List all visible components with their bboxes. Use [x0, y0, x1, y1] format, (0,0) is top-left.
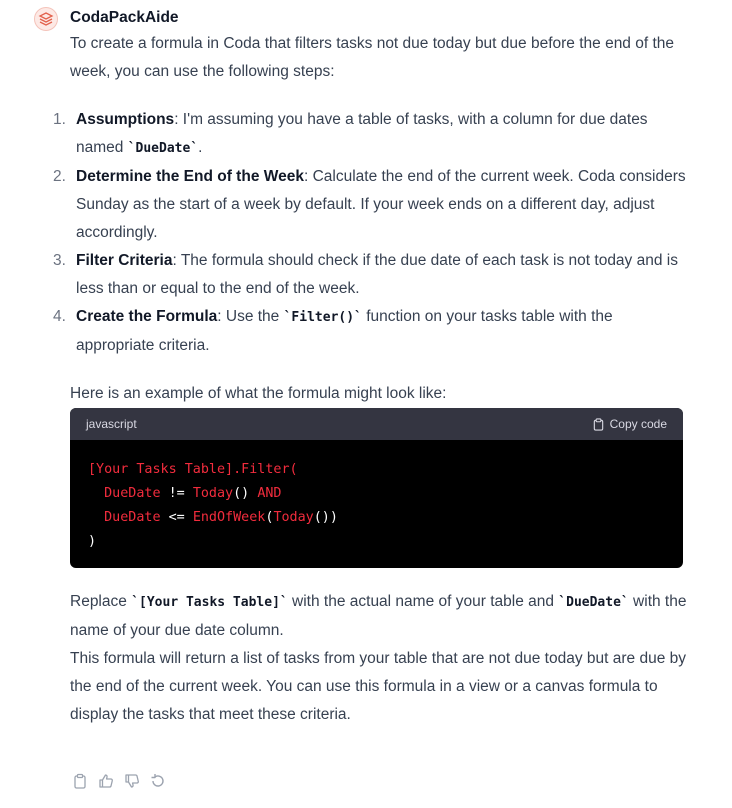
- paragraph-text: with the actual name of your table and: [287, 593, 559, 610]
- code-line: [88, 530, 665, 554]
- code-token: Today: [273, 510, 314, 525]
- paragraph-text: with the name of your due date column.: [70, 593, 687, 639]
- code-token: [Your Tasks Table]: [88, 462, 234, 477]
- layers-icon: [38, 11, 54, 27]
- copy-code-button[interactable]: [592, 410, 667, 438]
- intro-text: To create a formula in Coda that filters tasks not due today but due before the end of the week, you can use the following steps:: [70, 35, 675, 80]
- code-line: [88, 506, 665, 530]
- code-block: [70, 408, 683, 568]
- step-text: : Calculate the end of the current week. Coda considers Sunday as the start of a week by default. If your week ends on a different day, adjust accordingly.: [76, 168, 686, 241]
- list-item: [53, 303, 690, 360]
- step-title: Filter Criteria: [76, 252, 173, 269]
- paragraph-text: Replace: [70, 593, 132, 610]
- sender-name: CodaPackAide: [70, 9, 179, 26]
- code-token: !=: [160, 486, 193, 501]
- list-number: 4.: [53, 308, 66, 325]
- code-token: AND: [257, 486, 282, 501]
- example-intro: Here is an example of what the formula might look like:: [70, 385, 447, 402]
- inline-code: `[Your Tasks Table]`: [131, 595, 288, 610]
- code-token: DueDate: [88, 510, 161, 525]
- code-line: [88, 458, 665, 482]
- code-token: <=: [160, 510, 193, 525]
- step-text: : The formula should check if the due date of each task is not today and is less than or equal to the end of the week.: [76, 252, 678, 297]
- inline-code: `DueDate`: [127, 141, 199, 156]
- list-item: [53, 163, 690, 247]
- step-title: Assumptions: [76, 111, 175, 128]
- steps-list: [53, 106, 690, 360]
- code-token: ): [88, 534, 97, 549]
- step-text: : Use the: [217, 308, 284, 325]
- list-number: 3.: [53, 252, 66, 269]
- list-item: [53, 106, 690, 163]
- list-number: 1.: [53, 111, 66, 128]
- list-number: 2.: [53, 168, 66, 185]
- step-text: function on your tasks table with the appropriate criteria.: [76, 308, 613, 354]
- replace-paragraph: [70, 588, 690, 645]
- code-content: [70, 440, 683, 568]
- code-token: EndOfWeek: [192, 510, 266, 525]
- message-content: [53, 30, 690, 729]
- list-item: [53, 247, 690, 303]
- code-token: (): [233, 486, 258, 501]
- step-title: Determine the End of the Week: [76, 168, 304, 185]
- outro-paragraph: This formula will return a list of tasks from your table that are not due today but are due by the end of the current week. You can use this formula in a view or a canvas formula to display the tasks that meet these criteria.: [70, 650, 686, 723]
- assistant-avatar: [34, 7, 58, 31]
- thumbs-down-icon[interactable]: [124, 773, 140, 789]
- thumbs-up-icon[interactable]: [98, 773, 114, 789]
- code-line: [88, 482, 665, 506]
- inline-code: `DueDate`: [558, 595, 629, 610]
- step-title: Create the Formula: [76, 308, 218, 325]
- copy-icon[interactable]: [72, 773, 88, 789]
- message-actions: [72, 773, 166, 789]
- code-language: javascript: [86, 417, 137, 431]
- step-text: .: [198, 139, 203, 156]
- code-token: (: [265, 510, 274, 525]
- regenerate-icon[interactable]: [150, 773, 166, 789]
- code-token: .Filter(: [233, 462, 298, 477]
- copy-code-label: Copy code: [609, 417, 667, 431]
- clipboard-icon: [592, 418, 605, 431]
- code-header: [70, 408, 683, 440]
- code-token: Today: [192, 486, 234, 501]
- code-token: DueDate: [88, 486, 161, 501]
- inline-code: `Filter()`: [283, 310, 362, 325]
- code-token: ()): [313, 510, 338, 525]
- step-text: : I'm assuming you have a table of tasks, with a column for due dates named: [76, 111, 648, 156]
